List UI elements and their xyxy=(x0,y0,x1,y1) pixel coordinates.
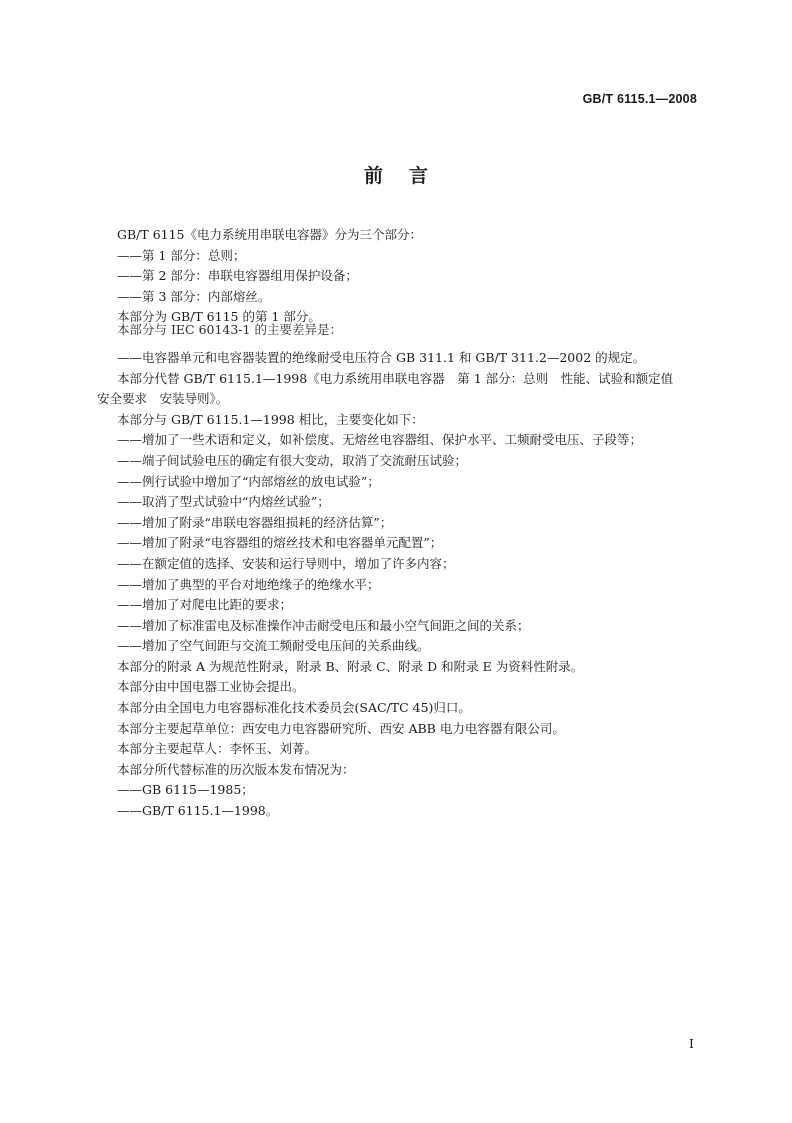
paragraph-line: ——端子间试验电压的确定有很大变动，取消了交流耐压试验； xyxy=(117,452,468,468)
paragraph-line: 本部分所代替标准的历次版本发布情况为： xyxy=(117,761,355,777)
document-body xyxy=(97,225,707,822)
paragraph-line: ——电容器单元和电容器装置的绝缘耐受电压符合 GB 311.1 和 GB/T 311.2—2002 的规定。 xyxy=(117,349,646,365)
paragraph-line: 本部分由中国电器工业协会提出。 xyxy=(117,679,305,695)
paragraph-line: 本部分主要起草人：李怀玉、刘菁。 xyxy=(117,741,318,757)
paragraph-line: ——增加了附录“电容器组的熔丝技术和电容器单元配置”； xyxy=(117,535,443,551)
paragraph-line: ——增加了一些术语和定义，如补偿度、无熔丝电容器组、保护水平、工频耐受电压、子段等； xyxy=(117,432,643,448)
paragraph-line: ——第 3 部分：内部熔丝。 xyxy=(117,288,271,304)
paragraph-line: ——增加了附录“串联电容器组损耗的经济估算”； xyxy=(117,514,393,530)
paragraph-line: GB/T 6115《电力系统用串联电容器》分为三个部分： xyxy=(117,227,423,242)
paragraph-line: ——第 2 部分：串联电容器组用保护设备； xyxy=(117,268,358,284)
paragraph-line: ——第 1 部分：总则； xyxy=(117,247,246,263)
section-changes xyxy=(97,348,707,822)
paragraph-line: ——例行试验中增加了“内部熔丝的放电试验”； xyxy=(117,473,380,489)
paragraph-line: ——增加了空气间距与交流工频耐受电压间的关系曲线。 xyxy=(117,638,430,654)
paragraph-line: 本部分代替 GB/T 6115.1—1998《电力系统用串联电容器 第 1 部分：总则 性能、试验和额定值 xyxy=(117,370,674,386)
paragraph-line: ——GB/T 6115.1—1998。 xyxy=(117,803,279,819)
paragraph-line: 安全要求 安装导则》。 xyxy=(97,391,229,407)
cut-off-line xyxy=(97,321,707,342)
paragraph-line: ——增加了对爬电比距的要求； xyxy=(117,597,293,613)
paragraph-line: 本部分的附录 A 为规范性附录，附录 B、附录 C、附录 D 和附录 E 为资料性附录。 xyxy=(117,658,584,674)
cut-off-line-text: 本部分与 IEC 60143-1 的主要差异是： xyxy=(117,321,342,337)
paragraph-line: ——增加了标准雷电及标准操作冲击耐受电压和最小空气间距之间的关系； xyxy=(117,617,530,633)
page-number: I xyxy=(689,1036,694,1051)
paragraph-line: 本部分为 GB/T 6115 的第 1 部分。 xyxy=(117,309,321,325)
paragraph-line: 本部分由全国电力电容器标准化技术委员会(SAC/TC 45)归口。 xyxy=(117,700,471,716)
paragraph-line: 本部分主要起草单位：西安电力电容器研究所、西安 ABB 电力电容器有限公司。 xyxy=(117,720,565,736)
paragraph-line: ——增加了典型的平台对地绝缘子的绝缘水平； xyxy=(117,576,380,592)
section-parts xyxy=(97,225,707,328)
paragraph-line: ——在额定值的选择、安装和运行导则中，增加了许多内容； xyxy=(117,555,455,571)
paragraph-line: ——取消了型式试验中“内熔丝试验”； xyxy=(117,494,330,510)
page-title: 前言 xyxy=(363,165,454,187)
paragraph-line: ——GB 6115—1985； xyxy=(117,782,254,798)
standard-code: GB/T 6115.1—2008 xyxy=(582,92,697,106)
paragraph-line: 本部分与 GB/T 6115.1—1998 相比，主要变化如下： xyxy=(117,411,424,427)
